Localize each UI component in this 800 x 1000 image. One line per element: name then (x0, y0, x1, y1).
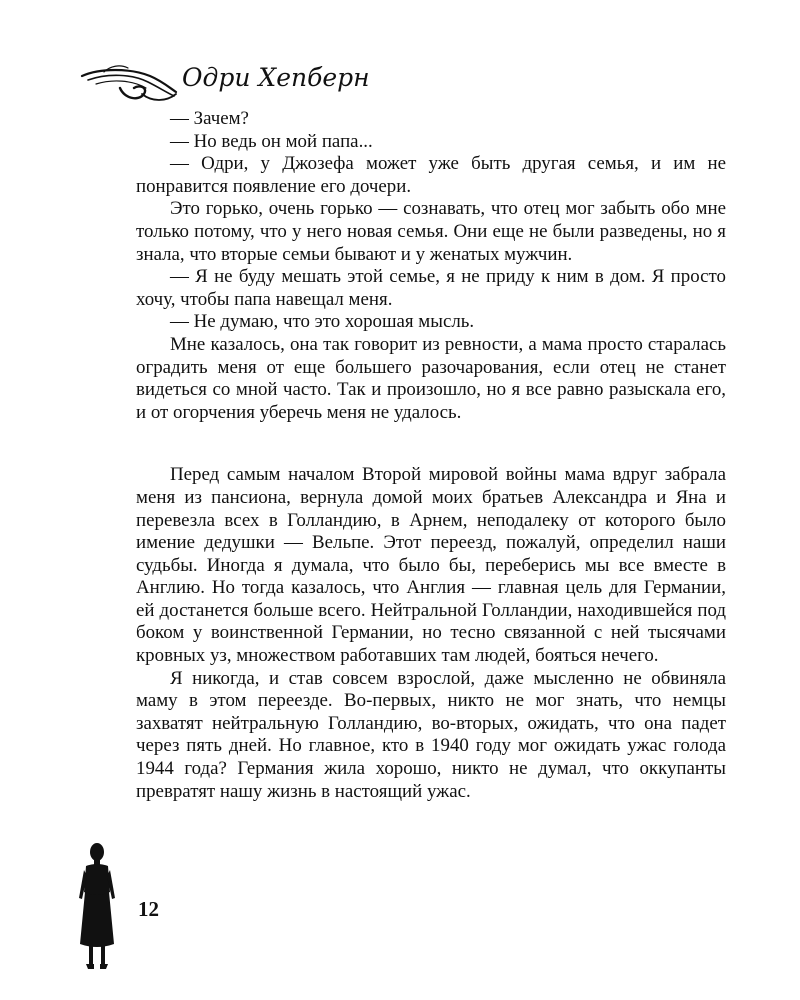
text-body (136, 108, 726, 803)
paragraph: — Одри, у Джозефа может уже быть другая семья, и им не понравится появление его дочери. (136, 153, 726, 197)
page-number: 12 (138, 897, 159, 921)
paragraph: — Зачем? (170, 108, 249, 129)
paragraph: — Я не буду мешать этой семье, я не приду к ним в дом. Я просто хочу, чтобы папа навещал меня. (136, 266, 726, 310)
paragraph: Перед самым началом Второй мировой войны мама вдруг забрала меня из пансиона, вернула домой моих братьев Александра и Яна и перевезла всех в Голландию, в Арнем, неподалеку от которого было имение дедушки — Вельпе. Этот переезд, пожалуй, определил наши судьбы. Иногда я думала, что было бы, переберись мы все вместе в Англию. Но тогда казалось, что Англия — главная цель для Германии, ей достанется больше всего. Нейтральной Голландии, находившейся под боком у воинственной Германии, но тесно связанной с ней тысячами кровных уз, множеством работавших там людей, бояться нечего. (136, 464, 726, 667)
paragraph: — Но ведь он мой папа... (170, 130, 373, 152)
woman-silhouette-icon (72, 840, 122, 972)
paragraph: Это горько, очень горько — сознавать, что отец мог забыть обо мне только потому, что у него новая семья. Они еще не были разведены, но я знала, что вторые семьи бывают и у женатых мужчин. (136, 198, 726, 265)
paragraph: — Не думаю, что это хорошая мысль. (170, 311, 475, 333)
running-header-title: Одри Хепберн (182, 63, 370, 92)
paragraph: Я никогда, и став совсем взрослой, даже мысленно не обвиняла маму в этом переезде. Во-первых, никто не мог знать, что немцы захватят нейтральную Голландию, во-вторых, ожидать, что она падет через пять дней. Но главное, кто в 1940 году мог ожидать ужас голода 1944 года? Германия жила хорошо, никто не думал, что оккупанты превратят нашу жизнь в настоящий ужас. (136, 667, 726, 802)
paragraph: Мне казалось, она так говорит из ревности, а мама просто старалась оградить меня от еще большего разочарования, если отец не станет видеться со мной часто. Так и произошло, но я все равно разыскала его, и от огорчения уберечь меня не удалось. (136, 333, 726, 423)
section-break (136, 424, 726, 464)
flourish-ornament-icon (80, 58, 180, 106)
